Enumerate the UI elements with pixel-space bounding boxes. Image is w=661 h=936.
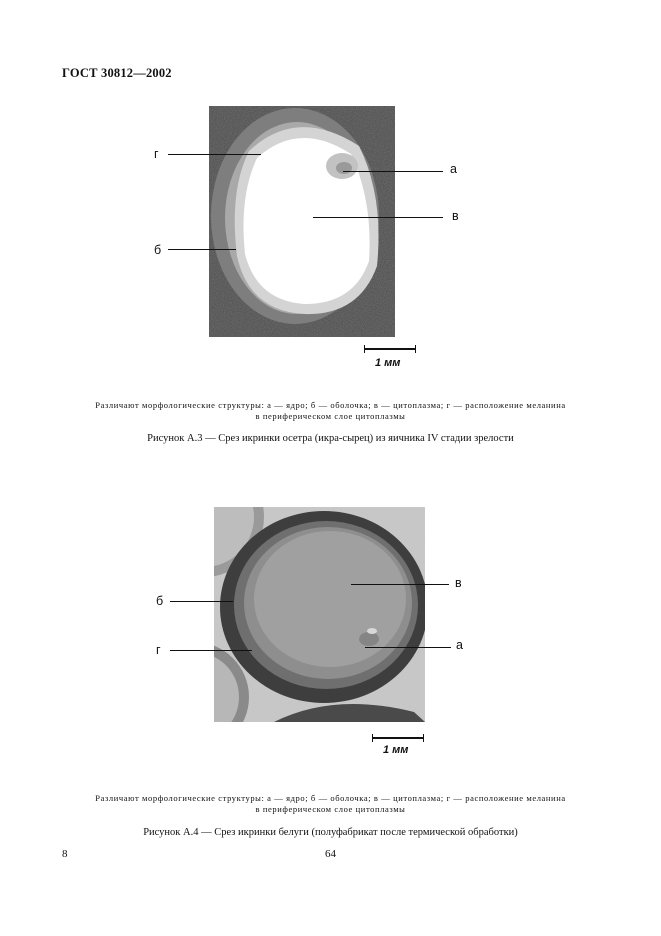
figure-a3-note-line1: Различают морфологические структуры: а — ядро; б — оболочка; в — цитоплазма; г — расположение меланина: [95, 400, 566, 410]
figure-a4-label-g: г: [156, 643, 161, 657]
figure-a3-note-line2: в периферическом слое цитоплазмы: [255, 411, 406, 421]
figure-a3-scale-bar: [364, 348, 416, 350]
figure-a4-leader-b: [170, 601, 233, 602]
figure-a3-leader-b: [168, 249, 236, 250]
document-code: ГОСТ 30812—2002: [62, 66, 172, 80]
page-number: 64: [325, 848, 336, 860]
figure-a4-label-a: а: [456, 638, 463, 652]
figure-a4-scale-label: 1 мм: [383, 744, 409, 756]
figure-a4-note-line1: Различают морфологические структуры: а — ядро; б — оболочка; в — цитоплазма; г — расположение меланина: [95, 793, 566, 803]
figure-a4-caption: Рисунок А.4 — Срез икринки белуги (полуфабрикат после термической обработки): [143, 827, 518, 838]
figure-a3-label-b: б: [154, 243, 162, 257]
figure-a4-scale-bar: [372, 737, 424, 739]
figure-a3-note: [0, 400, 661, 422]
figure-a3-leader-a: [343, 171, 443, 172]
figure-a4-micrograph: [214, 507, 425, 722]
figure-a3-leader-g: [168, 154, 261, 155]
figure-a4-note-line2: в периферическом слое цитоплазмы: [255, 804, 406, 814]
figure-a4-leader-a: [365, 647, 451, 648]
figure-a3-micrograph: [209, 106, 395, 337]
figure-a3-leader-v: [313, 217, 443, 218]
figure-a3-label-g: г: [154, 147, 159, 161]
figure-a3-caption: Рисунок А.3 — Срез икринки осетра (икра-сырец) из яичника IV стадии зрелости: [147, 433, 514, 444]
figure-a4-leader-v: [351, 584, 449, 585]
figure-a4-leader-g: [170, 650, 252, 651]
figure-a4-label-v: в: [455, 576, 462, 590]
figure-a3-label-v: в: [452, 209, 459, 223]
footer-left-number: 8: [62, 848, 68, 860]
figure-a3-label-a: а: [450, 162, 457, 176]
figure-a3-scale-label: 1 мм: [375, 357, 401, 369]
figure-a4-label-b: б: [156, 594, 164, 608]
figure-a4-note: [0, 793, 661, 815]
